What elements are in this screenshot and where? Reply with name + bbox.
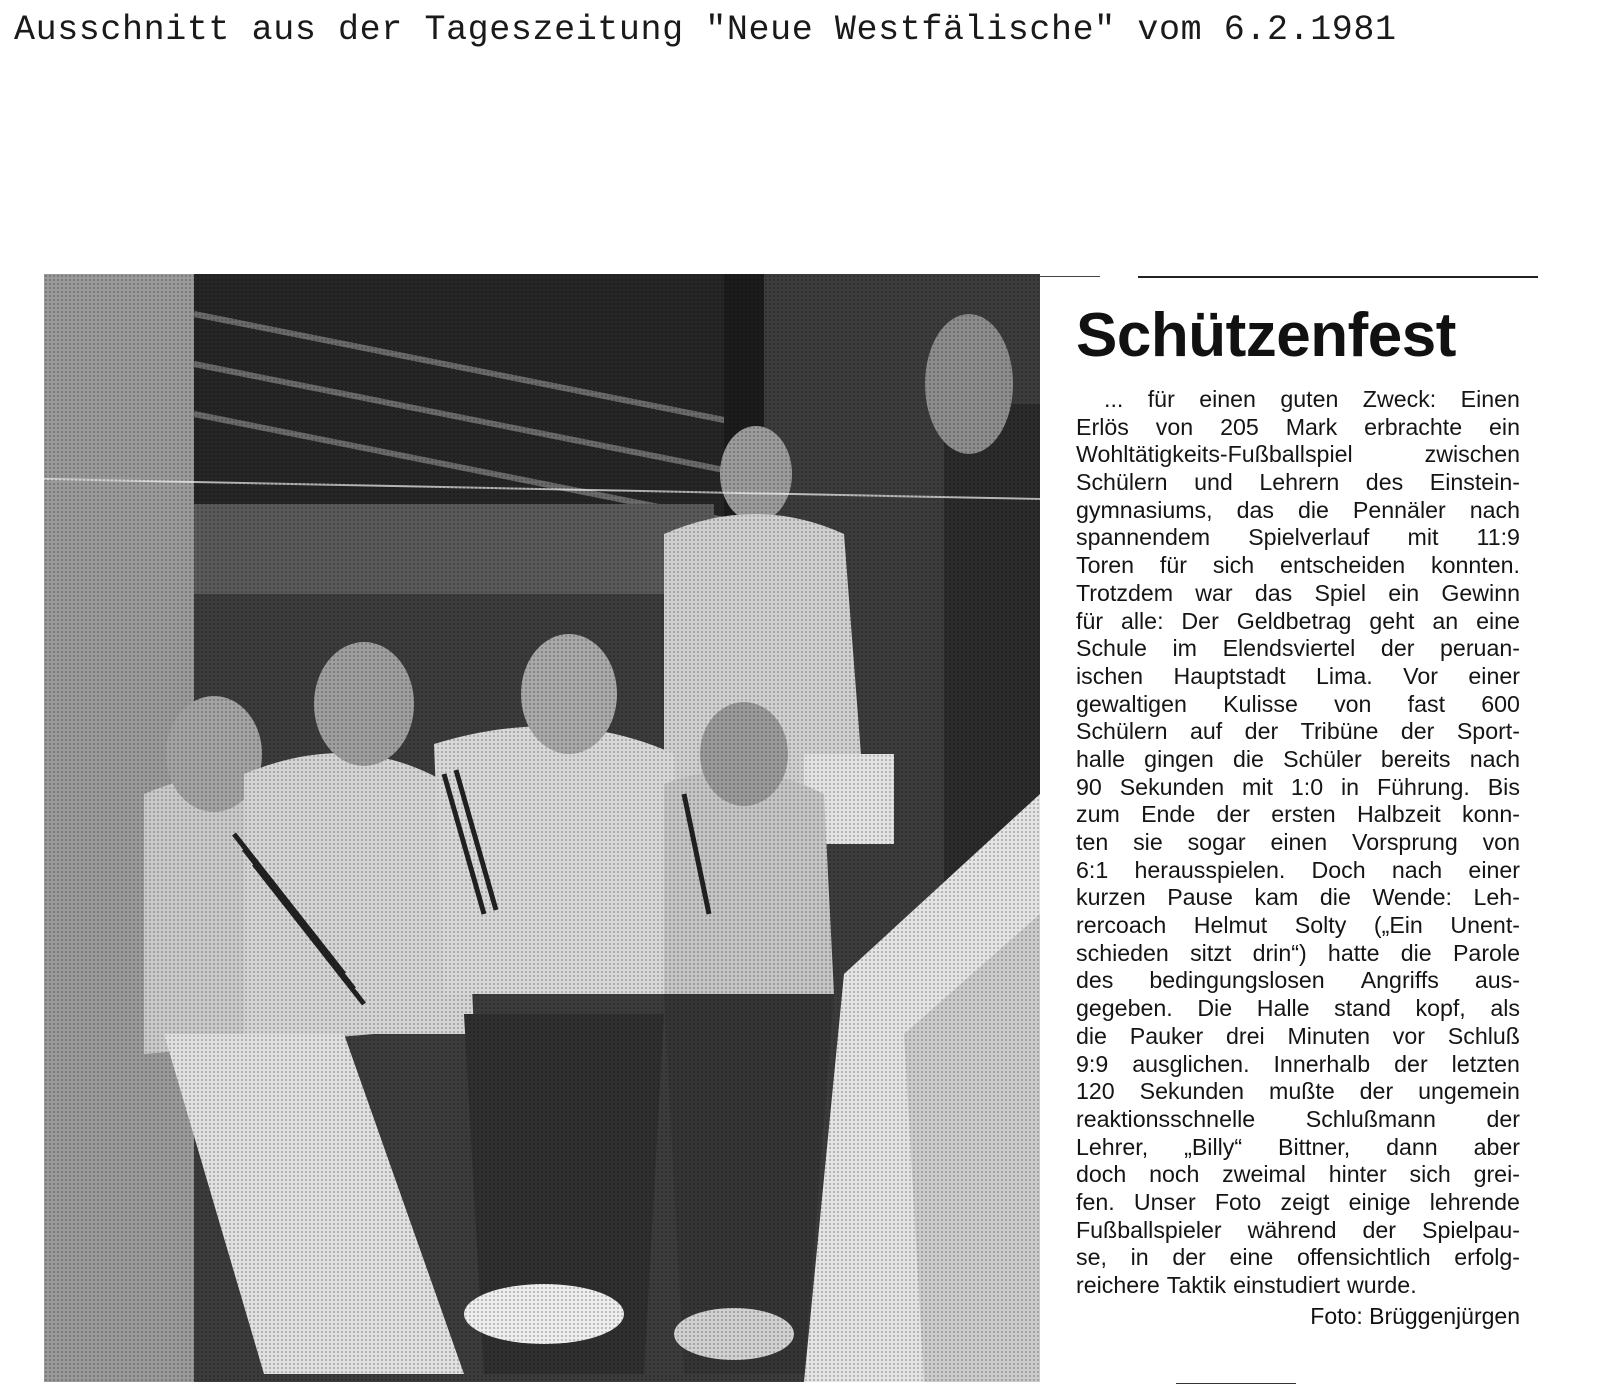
article-line: 9:9 ausglichen. Innerhalb der letzten [1076,1050,1520,1077]
article-line: doch noch zweimal hinter sich grei- [1076,1161,1520,1188]
article-line: rercoach Helmut Solty („Ein Unent- [1076,912,1520,939]
article-top-rule [1138,276,1538,278]
article-line: reichere Taktik einstudiert wurde. [1076,1272,1417,1298]
article-line: 6:1 herausspielen. Doch nach einer [1076,856,1520,883]
article-line: schieden sitzt drin“) hatte die Parole [1076,939,1520,966]
newspaper-photo [44,274,1040,1382]
clipping-edge-rule [1030,276,1100,277]
article-line: ... für einen guten Zweck: Einen [1104,386,1520,412]
article-line: gewaltigen Kulisse von fast 600 [1076,690,1520,717]
article-line: Schülern und Lehrern des Einstein- [1076,469,1520,496]
article-line: die Pauker drei Minuten vor Schluß [1076,1022,1520,1049]
article-line: fen. Unser Foto zeigt einige lehrende [1076,1188,1520,1215]
clipping-bottom-rule [1176,1383,1296,1384]
article-line: Wohltätigkeits-Fußballspiel zwischen [1076,441,1520,468]
photo-football-players-illustration [44,274,1040,1382]
article-line: Trotzdem war das Spiel ein Gewinn [1076,579,1520,606]
article-line: Schule im Elendsviertel der peruan- [1076,635,1520,662]
article-line: se, in der eine offensichtlich erfolg- [1076,1244,1520,1271]
article-line: des bedingungslosen Angriffs aus- [1076,967,1520,994]
article-line: zum Ende der ersten Halbzeit konn- [1076,801,1520,828]
article-line: Schülern auf der Tribüne der Sport- [1076,718,1520,745]
article-line: Erlös von 205 Mark erbrachte ein [1076,413,1520,440]
article-line: spannendem Spielverlauf mit 11:9 [1076,524,1520,551]
photo-credit: Foto: Brüggenjürgen [1310,1302,1520,1329]
article-line: ischen Hauptstadt Lima. Vor einer [1076,662,1520,689]
article-line: Toren für sich entscheiden konnten. [1076,552,1520,579]
article-line: gegeben. Die Halle stand kopf, als [1076,995,1520,1022]
article-line: Fußballspieler während der Spielpau- [1076,1216,1520,1243]
article-line: 120 Sekunden mußte der ungemein [1076,1078,1520,1105]
article-headline: Schützenfest [1076,301,1456,370]
article-line: 90 Sekunden mit 1:0 in Führung. Bis [1076,773,1520,800]
article-line: halle gingen die Schüler bereits nach [1076,745,1520,772]
article-line: Lehrer, „Billy“ Bittner, dann aber [1076,1133,1520,1160]
article-line: für alle: Der Geldbetrag geht an eine [1076,607,1520,634]
article-line: kurzen Pause kam die Wende: Leh- [1076,884,1520,911]
article-line: ten sie sogar einen Vorsprung von [1076,829,1520,855]
article-body [1076,386,1520,1300]
article-line: gymnasiums, das die Pennäler nach [1076,496,1520,523]
article-column [1076,300,1520,1330]
article-line: reaktionsschnelle Schlußmann der [1076,1105,1520,1132]
clipping-source-caption: Ausschnitt aus der Tageszeitung "Neue Westfälische" vom 6.2.1981 [14,10,1397,50]
